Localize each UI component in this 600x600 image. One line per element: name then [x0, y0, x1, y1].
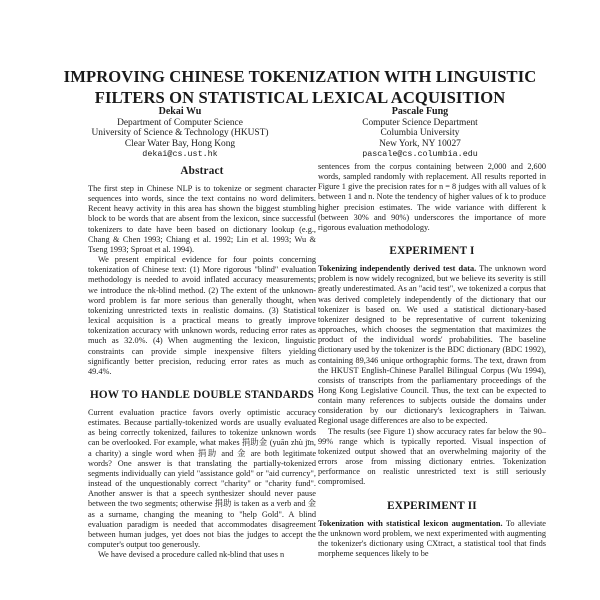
author-addr: New York, NY 10027 [379, 138, 461, 149]
experiment-2-paragraph-1 [318, 519, 546, 560]
section-heading-double-standards: HOW TO HANDLE DOUBLE STANDARDS [90, 388, 314, 401]
author-univ: University of Science & Technology (HKUST) [91, 128, 269, 139]
title-line-2: FILTERS ON STATISTICAL LEXICAL ACQUISITION [94, 88, 506, 107]
right-intro-paragraph: sentences from the corpus containing between 2,000 and 2,600 words, sampled randomly with replacement. All results reported in Figure 1 give the precision rates for n = 8 judges with all values of k between 1 and n. Note the tendency of higher values of k to produce higher precision estimates. The wide variance with different k (between 30% and 90%) underscores the importance of more rigorous evaluation methodology. [318, 162, 546, 232]
experiment-1-heading: EXPERIMENT I [389, 245, 475, 258]
author-block-wu [60, 107, 300, 160]
author-name: Dekai Wu [158, 106, 202, 117]
experiment-2-runin-heading: Tokenization with statistical lexicon augmentation. [318, 518, 503, 528]
experiment-1-paragraph-2: The results (see Figure 1) show accuracy rates far below the 90–99% range which is typically reported. Visual inspection of tokenized output showed that an overwhelming majority of the errors arose from missing dictionary entries. Tokenization performance on realistic unrestricted text is still seriously compromised. [318, 426, 546, 487]
abstract-heading: Abstract [180, 165, 224, 177]
left-column [88, 165, 316, 560]
author-dept: Department of Computer Science [117, 117, 243, 128]
experiment-1-runin-heading: Tokenizing independently derived test data. [318, 264, 477, 274]
abstract-paragraph-2: We present empirical evidence for four points concerning tokenization of Chinese text: (1) More rigorous "blind" evaluation methodology is needed to avoid inflated accuracy measurements; we introduce the nk-blind method. (2) The extent of the unknown-word problem is far more serious than generally thought, when tokenizing unrestricted texts in realistic domains. (3) Statistical lexical acquisition is a practical means to greatly improve tokenization accuracy with unknown words, reducing error rates as much as 32.0%. (4) When augmenting the lexicon, linguistic constraints can provide simple inexpensive filters yielding significantly better precision, reducing error rates as much as 49.4%. [88, 255, 316, 376]
author-email: pascale@cs.columbia.edu [362, 149, 478, 160]
abstract-paragraph-1: The first step in Chinese NLP is to tokenize or segment character sequences into words, since the text contains no word delimiters. Recent heavy activity in this area has shown the biggest stumbling block to be words that are absent from the lexicon, since successful tokenizers to date have been based on dictionary lookup (e.g., Chang & Chen 1993; Chiang et al. 1992; Lin et al. 1993; Wu & Tseng 1993; Sproat et al. 1994). [88, 184, 316, 254]
title-line-1: IMPROVING CHINESE TOKENIZATION WITH LINGUISTIC [63, 67, 537, 86]
author-name: Pascale Fung [391, 106, 449, 117]
experiment-1-text: The unknown word problem is now widely recognized, but we believe its severity is still greatly underestimated. As an "acid test", we tokenized a corpus that was derived completely independently of the dictionary that our tokenizer is based on. We used a statistical dictionary-based tokenizer designed to be representative of current tokenizing approaches, which chooses the segmentation that maximizes the product of the individual words' probabilities. The baseline dictionary used by the tokenizer is the BDC dictionary (BDC 1992), containing 89,346 unique orthographic forms. The text, drawn from the HKUST English-Chinese Parallel Bilingual Corpus (Wu 1994), consists of transcripts from the parliamentary proceedings of the Hong Kong Legislative Council. Thus, the text can be expected to contain many references to subjects outside the domains under consideration by our dictionary's lexicographers in Taiwan. Regional usage differences are also to be expected. [318, 264, 547, 426]
experiment-1-paragraph-1 [318, 264, 546, 427]
author-univ: Columbia University [380, 128, 460, 139]
experiment-2-heading: EXPERIMENT II [387, 499, 477, 512]
author-email: dekai@cs.ust.hk [142, 149, 218, 160]
section-paragraph-2: We have devised a procedure called nk-blind that uses n [98, 550, 285, 560]
author-block-fung [300, 107, 540, 160]
author-dept: Computer Science Department [362, 117, 478, 128]
section-paragraph-1: Current evaluation practice favors overly optimistic accuracy estimates. Because partially-tokenized words are usually evaluated as being correctly tokenized, failures to tokenize unknown words can be overlooked. For example, what makes 捐助金 (yuān zhù jīn, a charity) a single word when 捐助 and 金 are both legitimate words? One answer is that translating the partially-tokenized segments individually can yield "assistance gold" or "aid currency", instead of the unquestionably correct "charity" or "charity fund". Another answer is that a speech synthesizer should never pause between the two segments; otherwise 捐助 is taken as a verb and 金 as a surname, changing the meaning to "help Gold". A blind evaluation paradigm is needed that accommodates disagreement between human judges, yet does not bias the judges to accept the computer's output too generously. [88, 407, 316, 549]
paper-title [40, 66, 560, 108]
experiment-2-text: To alleviate the unknown word problem, we next experimented with augmenting the tokenizer's dictionary using CXtract, a statistical tool that finds morpheme sequences likely to be [318, 518, 546, 558]
right-column [318, 162, 546, 559]
author-addr: Clear Water Bay, Hong Kong [124, 138, 236, 149]
